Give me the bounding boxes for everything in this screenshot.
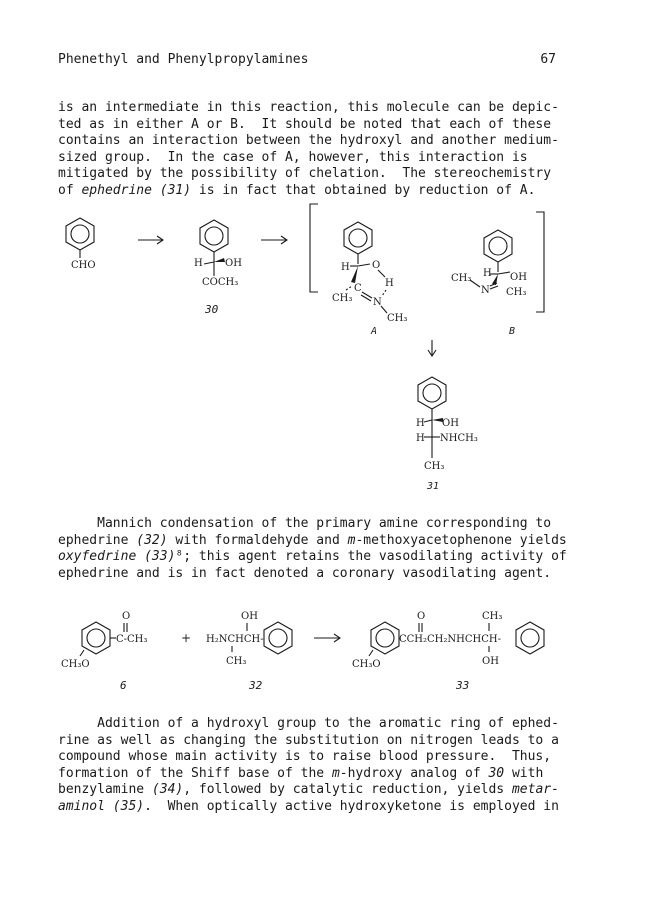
text-run: ephedrine (58, 532, 137, 548)
text-run: rine as well as changing the substitution on nitrogen leads to a (58, 732, 559, 748)
text-run: . When optically active hydroxyketone is employed in (144, 798, 559, 814)
italic-text: (32) (136, 532, 168, 548)
text-run: ted as in either A or B. It should be noted that each of these (58, 116, 552, 132)
compound-label-32: 32 (249, 679, 263, 692)
text-run: of (58, 182, 82, 198)
running-header-title: Phenethyl and Phenylpropylamines (58, 52, 309, 67)
c-ch3-label: C-CH₃ (116, 634, 148, 645)
ch3-label: CH₃ (332, 293, 353, 304)
h-label: H (341, 262, 350, 273)
text-run: contains an interaction between the hydroxyl and another medium- (58, 133, 559, 149)
text-run: formation of the Shiff base of the (58, 765, 332, 781)
h-label: H (194, 258, 203, 269)
wedge-bond (214, 258, 225, 262)
oh-label: OH (510, 272, 527, 283)
left-bracket (310, 204, 318, 292)
text-run: is an intermediate in this reaction, this molecule can be depic- (58, 100, 559, 115)
o-label: O (417, 611, 426, 622)
text-run: compound whose main activity is to raise blood pressure. Thus, (58, 749, 552, 765)
oh-label: OH (225, 258, 242, 269)
ch3-label: CH₃ (226, 656, 247, 667)
ch3-label: CH₃ (506, 287, 527, 298)
cch2-label: CCH₂CH₂NHCHCH- (399, 634, 502, 645)
compound-label-6: 6 (120, 679, 127, 692)
text-run: with formaldehyde and (167, 532, 348, 548)
page-number: 67 (540, 52, 556, 67)
h-label: H (483, 268, 492, 279)
italic-text: 30 (488, 765, 505, 781)
text-run: ⁸; this agent retains the vasodilating activity of (175, 549, 567, 565)
benzene-ring (264, 622, 292, 654)
oh-label: OH (442, 418, 459, 429)
compound-32-structure (206, 611, 292, 692)
oh-label: OH (241, 611, 258, 622)
text-run: Addition of a hydroxyl group to the aromatic ring of ephed- (58, 716, 559, 731)
italic-text: oxyfedrine (33) (58, 549, 176, 565)
ch3-label: CH₃ (424, 461, 445, 472)
wedge-bond (351, 266, 358, 283)
cho-label: CHO (71, 260, 96, 271)
benzene-ring (484, 230, 512, 262)
h2nchch-label: H₂NCHCH- (206, 634, 264, 645)
c-label: C (354, 283, 362, 294)
ch3o-label: CH₃O (352, 659, 381, 670)
n-label: N (481, 285, 490, 296)
aromatic-circle (71, 225, 89, 243)
ch3-label: CH₃ (482, 611, 503, 622)
structure-label-a: A (371, 326, 378, 337)
n-label: N (373, 297, 382, 308)
text-run: is in fact that obtained by reduction of A. (191, 182, 536, 198)
italic-text: aminol (35) (58, 798, 145, 814)
benzene-ring (516, 622, 544, 654)
ch3o-label: CH₃O (61, 659, 90, 670)
italic-text: m (347, 532, 356, 548)
aromatic-circle (376, 629, 394, 647)
intermediate-a-structure (332, 222, 407, 337)
oh-label: OH (482, 656, 499, 667)
compound-label-31: 31 (427, 481, 440, 492)
reaction-arrow-down (428, 340, 436, 356)
text-run: mitigated by the possibility of chelation. The stereochemistry (58, 166, 552, 182)
italic-text: m (331, 765, 340, 781)
aromatic-circle (205, 227, 223, 245)
text-run: benzylamine (58, 782, 152, 798)
compound-label-30: 30 (205, 303, 219, 316)
coch3-label: COCH₃ (202, 277, 239, 288)
text-run: sized group. In the case of A, however, this interaction is (58, 149, 528, 165)
ephedrine-31-structure (416, 377, 478, 492)
benzene-ring (200, 220, 228, 252)
aromatic-circle (521, 629, 539, 647)
aromatic-circle (349, 229, 367, 247)
compound-6-structure (61, 611, 147, 692)
benzene-ring (371, 622, 399, 654)
benzene-ring (66, 218, 94, 250)
o-label: O (122, 611, 131, 622)
ch3-label: CH₃ (387, 313, 408, 324)
intermediate-b-structure (451, 230, 527, 337)
reaction-arrow-2 (261, 236, 287, 244)
compound-30-structure (194, 220, 242, 316)
h-label: H (416, 418, 425, 429)
o-label: O (372, 260, 381, 271)
structure-label-b: B (509, 326, 516, 337)
plus-sign: + (181, 631, 192, 645)
ch3-label: CH₃ (451, 273, 472, 284)
h-label: H (416, 433, 425, 444)
text-run: Mannich condensation of the primary amine corresponding to (58, 516, 552, 531)
text-run: , followed by catalytic reduction, yields (183, 782, 512, 798)
text-run: -hydroxy analog of (339, 765, 489, 781)
text-run: with (504, 765, 544, 781)
text-run: -methoxyacetophenone yields (355, 532, 567, 548)
italic-text: (34) (151, 782, 184, 798)
aromatic-circle (489, 237, 507, 255)
reaction-arrow-3 (314, 634, 340, 642)
benzene-ring (344, 222, 372, 254)
h-label: H (385, 278, 394, 289)
benzaldehyde-structure (66, 218, 96, 271)
aromatic-circle (269, 629, 287, 647)
compound-label-33: 33 (456, 679, 470, 692)
aromatic-circle (423, 384, 441, 402)
aromatic-circle (87, 629, 105, 647)
compound-33-structure (352, 611, 544, 692)
reaction-arrow-1 (138, 236, 163, 244)
right-bracket (536, 212, 544, 312)
benzene-ring (82, 622, 110, 654)
italic-text: ephedrine (31) (81, 182, 192, 198)
text-run: ephedrine and is in fact denoted a coronary vasodilating agent. (58, 565, 552, 581)
benzene-ring (418, 377, 446, 409)
nhch3-label: NHCH₃ (440, 433, 478, 444)
italic-text: metar- (511, 782, 559, 798)
